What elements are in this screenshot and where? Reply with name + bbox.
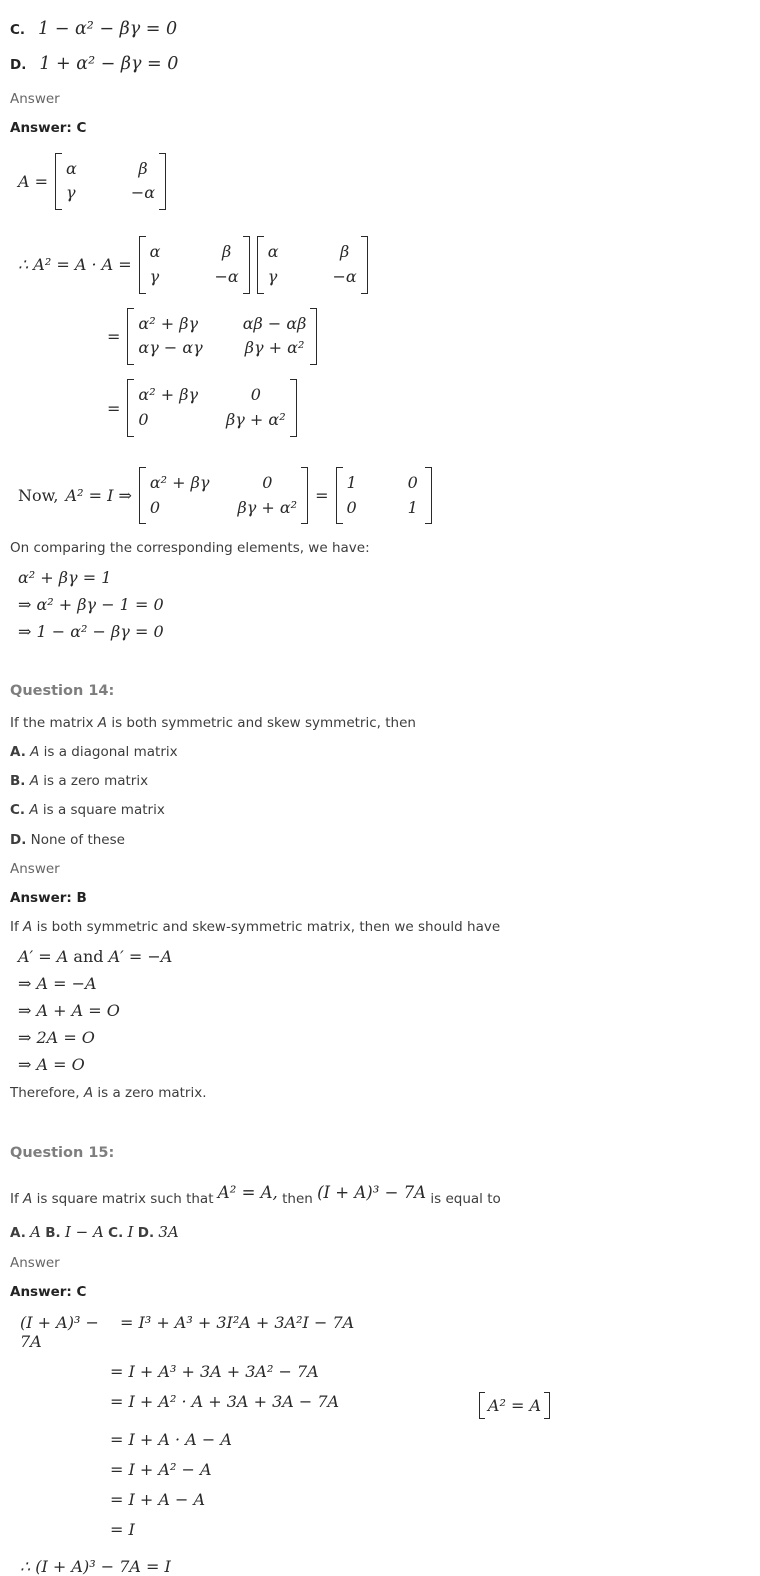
- question-13-solution-section: [10, 19, 750, 641]
- option-label: A.: [10, 743, 26, 760]
- answer-label: Answer: B: [10, 890, 87, 907]
- variable-a: A: [97, 714, 108, 731]
- product-expanded-row: [107, 308, 750, 366]
- a-squared-lhs: ∴ A² = A · A =: [18, 255, 132, 275]
- option-d-math: 1 + α² − βγ = 0: [39, 54, 179, 74]
- matrix-cell: α² + βγ: [138, 313, 199, 333]
- derivation-line: (I + A)³ − 7A = I³ + A³ + 3I²A + 3A²I − 7A: [20, 1313, 355, 1352]
- matrix-product-expanded: [127, 308, 317, 366]
- option-label: B.: [45, 1225, 61, 1242]
- derivation-block: [10, 1313, 750, 1576]
- options-line: [10, 1221, 750, 1244]
- implication-line: ⇒ A = −A: [18, 973, 97, 993]
- equals-sign: =: [315, 486, 329, 506]
- derivation-line: = I + A³ + 3A + 3A² − 7A: [110, 1362, 319, 1382]
- conclusion-line: ⇒ 1 − α² − βγ = 0: [18, 621, 164, 641]
- option-a: [10, 742, 750, 762]
- answer-toggle: Answer: [10, 91, 60, 107]
- matrix-cell: α: [267, 242, 279, 262]
- option-label: B.: [10, 773, 26, 790]
- comparison-text: On comparing the corresponding elements, we have:: [10, 540, 370, 557]
- matrix-cell: βγ + α²: [237, 497, 298, 517]
- equals-sign: =: [107, 398, 121, 418]
- option-label: D.: [137, 1225, 155, 1242]
- matrix-definition-lhs: A =: [18, 171, 49, 191]
- derivation-conclusion: ∴ (I + A)³ − 7A = I: [20, 1557, 171, 1576]
- matrix-cell: βγ + α²: [244, 338, 305, 358]
- derivation-line: = I + A − A: [110, 1490, 206, 1510]
- derivation-line: = I: [110, 1520, 135, 1540]
- option-text: is a zero matrix: [38, 773, 149, 790]
- matrix-cell: βγ + α²: [226, 410, 286, 430]
- matrix-cell: α: [66, 158, 77, 178]
- matrix-cell: 1: [346, 472, 357, 492]
- matrix-cell: γ: [267, 266, 278, 286]
- matrix-cell: β: [138, 158, 148, 178]
- matrix-cell: −α: [214, 266, 239, 286]
- option-d-row: [10, 54, 750, 74]
- identity-matrix: [336, 467, 432, 525]
- question-14-heading: Question 14:: [10, 682, 115, 699]
- identity-equation-row: [18, 467, 750, 525]
- matrix-cell: α² + βγ: [138, 385, 199, 405]
- matrix-cell: 0: [407, 472, 418, 492]
- implication-line: ⇒ A = O: [18, 1054, 85, 1074]
- matrix-a-factor-2: [257, 236, 368, 294]
- identity-equation-lhs: A² = I ⇒: [65, 486, 132, 506]
- variable-a: A: [29, 802, 39, 819]
- option-text: is a square matrix: [38, 802, 165, 819]
- implication-line: ⇒ 2A = O: [18, 1027, 95, 1047]
- variable-a: A: [23, 919, 33, 936]
- answer-toggle: Answer: [10, 860, 60, 877]
- option-c-row: [10, 19, 750, 39]
- now-label: Now,: [18, 486, 59, 506]
- option-math: 3A: [158, 1223, 179, 1242]
- matrix-cell: β: [221, 242, 232, 262]
- matrix-a-factor-1: [139, 236, 250, 294]
- option-d-label: D.: [10, 57, 27, 73]
- option-c-math: 1 − α² − βγ = 0: [38, 19, 178, 39]
- matrix-product-simplified: [127, 379, 296, 437]
- option-text: None of these: [30, 831, 125, 848]
- solution-text: is both symmetric and skew-symmetric matrix, then we should have: [32, 919, 501, 936]
- question-14-prompt: [10, 713, 750, 733]
- question-15-heading: Question 15:: [10, 1144, 115, 1161]
- option-d: [10, 830, 750, 850]
- equals-sign: =: [107, 326, 121, 346]
- conclusion-line: ⇒ α² + βγ − 1 = 0: [18, 594, 164, 614]
- matrix-cell: α: [149, 242, 161, 262]
- matrix-cell: 0: [138, 410, 149, 430]
- option-math: A: [30, 1223, 41, 1242]
- option-label: A.: [10, 1225, 26, 1242]
- variable-a: A: [29, 773, 39, 790]
- option-label: C.: [108, 1225, 124, 1242]
- solution-text: If: [10, 919, 24, 936]
- inline-math-expression: (I + A)³ − 7A: [317, 1182, 427, 1202]
- matrix-definition-row: [18, 153, 750, 211]
- inline-math-a-squared: A² = A,: [217, 1182, 278, 1202]
- matrix-cell: γ: [66, 183, 76, 203]
- variable-a: A: [23, 1190, 33, 1207]
- derivation-lhs: (I + A)³ − 7A: [20, 1313, 99, 1352]
- matrix-cell: αβ − αβ: [242, 313, 307, 333]
- option-math: I: [127, 1223, 134, 1242]
- prompt-text: If the matrix: [10, 714, 98, 731]
- product-simplified-row: [107, 379, 750, 437]
- matrix-cell: 0: [346, 497, 357, 517]
- prompt-text: is both symmetric and skew symmetric, then: [107, 714, 416, 731]
- variable-a: A: [83, 1084, 94, 1101]
- conclusion-line: α² + βγ = 1: [18, 567, 112, 587]
- option-text: is a diagonal matrix: [39, 743, 178, 760]
- matrix-cell: α² + βγ: [149, 472, 210, 492]
- matrix-cell: 1: [407, 497, 418, 517]
- condition-note: A² = A: [479, 1392, 550, 1419]
- option-label: D.: [10, 831, 27, 848]
- question-15-section: [10, 1145, 750, 1576]
- option-math: I − A: [64, 1223, 104, 1242]
- variable-a: A: [30, 743, 40, 760]
- matrix-cell: −α: [130, 183, 156, 203]
- option-b: [10, 771, 750, 791]
- solution-intro: [10, 917, 750, 937]
- derivation-line: = I + A² · A + 3A + 3A − 7A A² = A: [110, 1392, 750, 1419]
- matrix-cell: β: [340, 242, 350, 262]
- implication-line: ⇒ A + A = O: [18, 1000, 120, 1020]
- option-c-label: C.: [10, 22, 26, 38]
- matrix-cell: 0: [149, 497, 161, 517]
- matrix-cell: −α: [332, 266, 357, 286]
- conclusion-text: Therefore, A is a zero matrix.: [10, 1084, 207, 1101]
- matrix-cell: 0: [262, 472, 273, 492]
- answer-label: Answer: C: [10, 120, 87, 137]
- transpose-equation-line: A′ = A and A′ = −A: [18, 946, 173, 966]
- matrix-cell: 0: [250, 385, 261, 405]
- matrix-a: [55, 153, 166, 211]
- matrix-a-squared: [139, 467, 308, 525]
- matrix-cell: αγ − αγ: [138, 338, 203, 358]
- derivation-line: = I + A · A − A: [110, 1430, 232, 1450]
- option-label: C.: [10, 802, 26, 819]
- matrix-cell: γ: [149, 266, 160, 286]
- option-c: [10, 800, 750, 820]
- question-15-prompt: If A is square matrix such that A² = A, then (I + A)³ − 7A is equal to: [10, 1182, 501, 1207]
- answer-label: Answer: C: [10, 1283, 87, 1300]
- a-squared-row: [18, 236, 750, 294]
- question-14-section: [10, 683, 750, 1103]
- derivation-line: = I + A² − A: [110, 1460, 212, 1480]
- answer-toggle: Answer: [10, 1254, 60, 1271]
